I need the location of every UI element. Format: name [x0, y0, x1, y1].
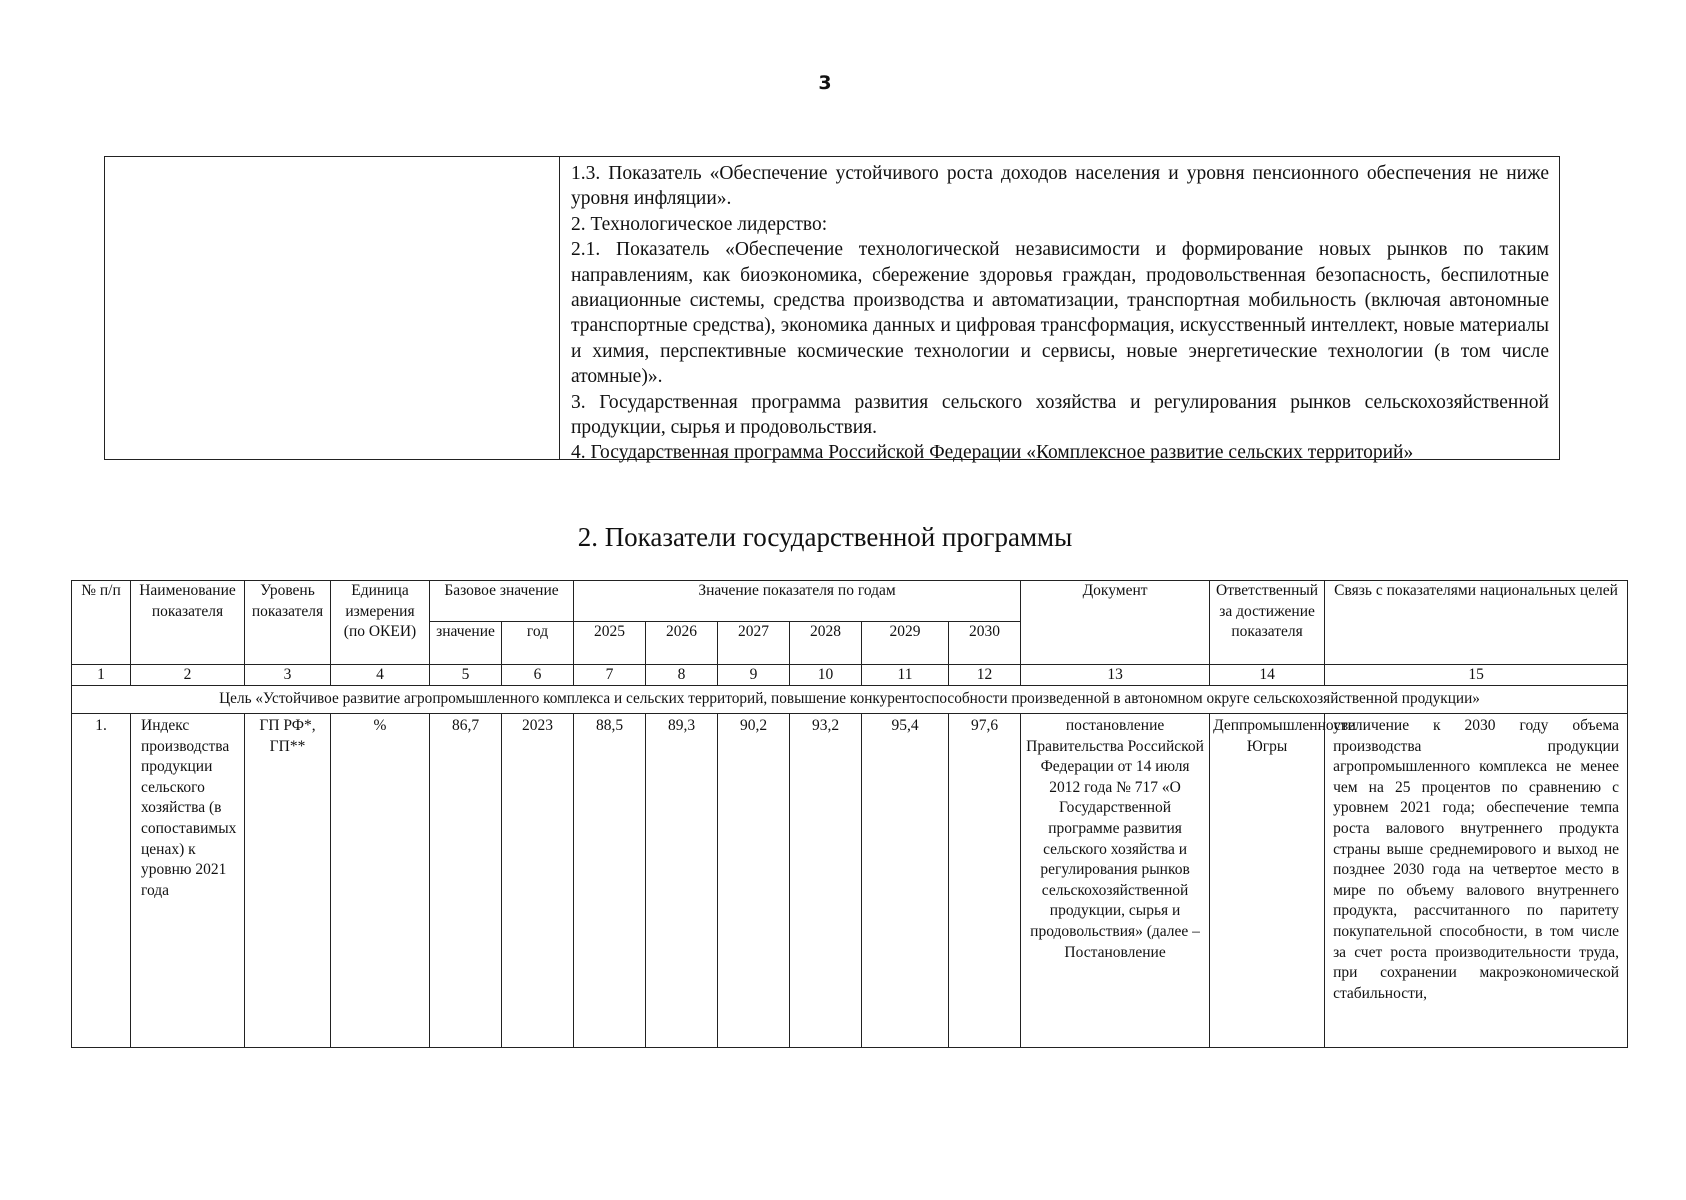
header-year-2025: 2025: [574, 622, 646, 665]
row-base-year: 2023: [502, 714, 574, 1048]
header-num: № п/п: [72, 581, 131, 665]
column-number: 5: [430, 665, 502, 686]
column-number: 3: [245, 665, 331, 686]
header-base-value: значение: [430, 622, 502, 665]
header-base: Базовое значение: [430, 581, 574, 622]
column-number: 8: [646, 665, 718, 686]
header-link: Связь с показателями национальных целей: [1325, 581, 1628, 665]
column-number: 14: [1210, 665, 1325, 686]
section-title: 2. Показатели государственной программы: [577, 522, 1073, 552]
goal-paragraph-1-3: 1.3. Показатель «Обеспечение устойчивого роста доходов населения и уровня пенсионного обеспечения не ниже уровня инфляции».: [571, 163, 1549, 210]
goal-row: Цель «Устойчивое развитие агропромышленного комплекса и сельских территорий, повышение конкурентоспособности произведенной в автономном округе сельскохозяйственной продукции»: [72, 686, 1628, 714]
column-number: 2: [131, 665, 245, 686]
column-number: 10: [790, 665, 862, 686]
column-number: 13: [1021, 665, 1210, 686]
column-number: 15: [1325, 665, 1628, 686]
row-level: ГП РФ*, ГП**: [245, 714, 331, 1048]
column-number: 4: [331, 665, 430, 686]
column-number: 11: [862, 665, 949, 686]
header-base-year: год: [502, 622, 574, 665]
national-goals-text: [571, 161, 1549, 466]
header-year-2027: 2027: [718, 622, 790, 665]
row-name: Индекс производства продукции сельского хозяйства (в сопоставимых ценах) к уровню 2021 года: [131, 714, 245, 1048]
row-value-2028: 93,2: [790, 714, 862, 1048]
header-unit: Единица измерения (по ОКЕИ): [331, 581, 430, 665]
header-level: Уровень показателя: [245, 581, 331, 665]
header-name: Наименование показателя: [131, 581, 245, 665]
national-goals-box: [104, 156, 1560, 464]
row-base-value: 86,7: [430, 714, 502, 1048]
header-values-by-year: Значение показателя по годам: [574, 581, 1021, 622]
header-year-2029: 2029: [862, 622, 949, 665]
goal-paragraph-2-1: 2.1. Показатель «Обеспечение технологической независимости и формирование новых рынков по таким направлениям, как биоэкономика, сбережение здоровья граждан, продовольственная безопасность, беспилотные авиационные системы, средства производства и автоматизации, транспортная мобильность (включая автономные транспортные средства), экономика данных и цифровая трансформация, искусственный интеллект, новые материалы и химия, перспективные космические технологии и сервисы, новые энергетические технологии (в том числе атомные)».: [571, 239, 1549, 388]
indicators-table: [71, 580, 1628, 1048]
goal-paragraph-2: 2. Технологическое лидерство:: [571, 213, 828, 235]
box-divider: [559, 157, 560, 459]
row-value-2029: 95,4: [862, 714, 949, 1048]
row-responsible: Деппромышленности Югры: [1210, 714, 1325, 1048]
row-unit: %: [331, 714, 430, 1048]
header-year-2028: 2028: [790, 622, 862, 665]
row-num: 1.: [72, 714, 131, 1048]
goal-paragraph-4: 4. Государственная программа Российской Федерации «Комплексное развитие сельских территорий»: [571, 442, 1414, 464]
column-number: 1: [72, 665, 131, 686]
row-value-2027: 90,2: [718, 714, 790, 1048]
row-value-2030: 97,6: [949, 714, 1021, 1048]
header-year-2026: 2026: [646, 622, 718, 665]
goal-paragraph-3: 3. Государственная программа развития сельского хозяйства и регулирования рынков сельскохозяйственной продукции, сырья и продовольствия.: [571, 391, 1549, 439]
column-number: 6: [502, 665, 574, 686]
column-number: 9: [718, 665, 790, 686]
column-numbers-row: [72, 665, 1628, 686]
column-number: 7: [574, 665, 646, 686]
page-number: 3: [818, 72, 832, 94]
row-document: постановление Правительства Российской Федерации от 14 июля 2012 года № 717 «О Государственной программе развития сельского хозяйства и регулирования рынков сельскохозяйственной продукции, сырья и продовольствия» (далее – Постановление: [1021, 714, 1210, 1048]
row-link: увеличение к 2030 году объема производства продукции агропромышленного комплекса не менее чем на 25 процентов по сравнению с уровнем 2021 года; обеспечение темпа роста валового внутреннего продукта страны выше среднемирового и выход не позднее 2030 года на четвертое место в мире по объему валового внутреннего продукта, рассчитанного по паритету покупательной способности, в том числе за счет роста производительности труда, при сохранении макроэкономической стабильности,: [1325, 714, 1628, 1048]
header-responsible: Ответственный за достижение показателя: [1210, 581, 1325, 665]
row-value-2026: 89,3: [646, 714, 718, 1048]
column-number: 12: [949, 665, 1021, 686]
header-year-2030: 2030: [949, 622, 1021, 665]
header-document: Документ: [1021, 581, 1210, 665]
row-value-2025: 88,5: [574, 714, 646, 1048]
table-row: [72, 714, 1628, 1048]
